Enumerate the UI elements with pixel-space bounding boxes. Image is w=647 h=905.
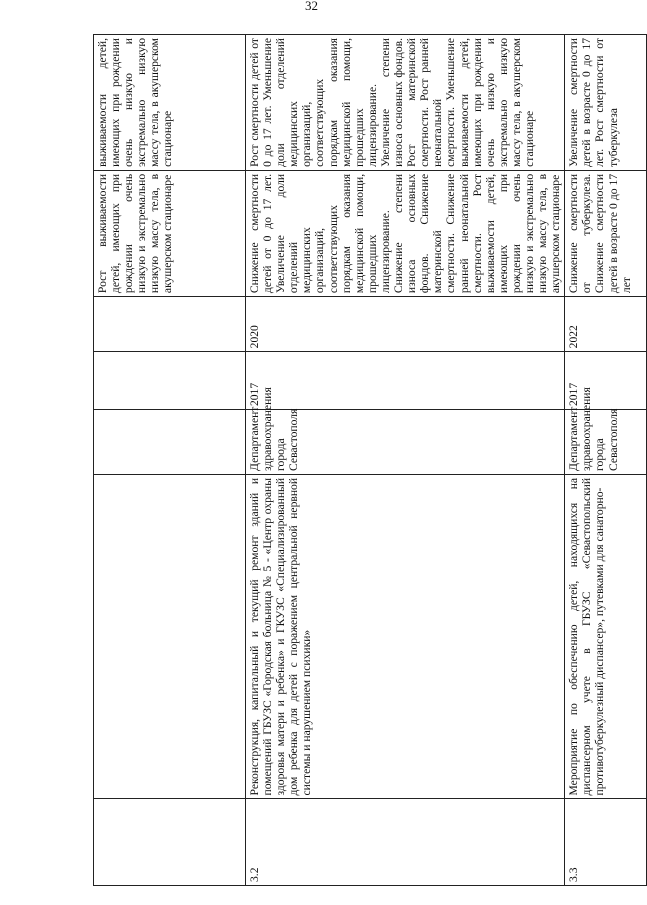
- table-row: [565, 35, 647, 886]
- cell-start-year: 2017: [246, 352, 565, 410]
- cell-number: [94, 799, 246, 886]
- cell-activity-name: Мероприятие по обеспечению детей, находящихся на диспансерном учете в ГБУЗС «Севастопольский противотуберкулезный диспансер», путевками для санаторно-: [565, 474, 647, 799]
- cell-executor: Департамент здравоохранения города Севастополя: [246, 410, 565, 475]
- rotated-table-container: [93, 34, 633, 886]
- cell-consequence: выживаемости детей, имеющих при рождении очень низкую и экстремально низкую массу тела, в акушерском стационаре: [94, 35, 246, 171]
- cell-activity-name: [94, 474, 246, 799]
- cell-consequence: Рост смертности детей от 0 до 17 лет. Уменьшение доли отделений медицинских организаций, соответствующих порядкам оказания медицинской помощи, прошедших лицензирование. Увеличение степени износа основных фондов. Рост материнской смертности. Рост ранней неонатальной смертности. Уменьшение выживаемости детей, имеющих при рождении очень низкую и экстремально низкую массу тела, в акушерском стационаре: [246, 35, 565, 171]
- cell-start-year: 2017: [565, 352, 647, 410]
- cell-end-year: 2022: [565, 297, 647, 352]
- program-table: [93, 34, 647, 886]
- cell-number: 3.3: [565, 799, 647, 886]
- cell-activity-name: Реконструкция, капитальный и текущий ремонт зданий и помещений ГБУЗС «Городская больница № 5 - «Центр охраны здоровья матери и ребенка» и ГКУЗС «Специализированный дом ребенка для детей с поражением центральной нервной системы и нарушением психики»: [246, 474, 565, 799]
- cell-consequence: Увеличение смертности детей в возрасте 0 до 17 лет. Рост смертности от туберкулеза: [565, 35, 647, 171]
- cell-start-year: [94, 352, 246, 410]
- cell-indicator: Снижение смертности детей от 0 до 17 лет. Увеличение доли отделений медицинских организаций, соответствующих порядкам оказания медицинской помощи, прошедших лицензирование. Снижение степени износа основных фондов. Снижение материнской смертности. Снижение ранней неонатальной смертности. Рост выживаемости детей, имеющих при рождении очень низкую и экстремально низкую массу тела, в акушерском стационаре: [246, 170, 565, 296]
- cell-executor: [94, 410, 246, 475]
- cell-end-year: 2020: [246, 297, 565, 352]
- table-row: [246, 35, 565, 886]
- cell-number: 3.2: [246, 799, 565, 886]
- cell-indicator: Рост выживаемости детей, имеющих при рождении очень низкую и экстремально низкую массу тела, в акушерском стационаре: [94, 170, 246, 296]
- cell-end-year: [94, 297, 246, 352]
- page-number: 32: [305, 0, 318, 13]
- cell-executor: Департамент здравоохранения города Севастополя: [565, 410, 647, 475]
- table-row: [94, 35, 246, 886]
- cell-indicator: Снижение смертности от туберкулеза. Снижение смертности детей в возрасте 0 до 17 лет: [565, 170, 647, 296]
